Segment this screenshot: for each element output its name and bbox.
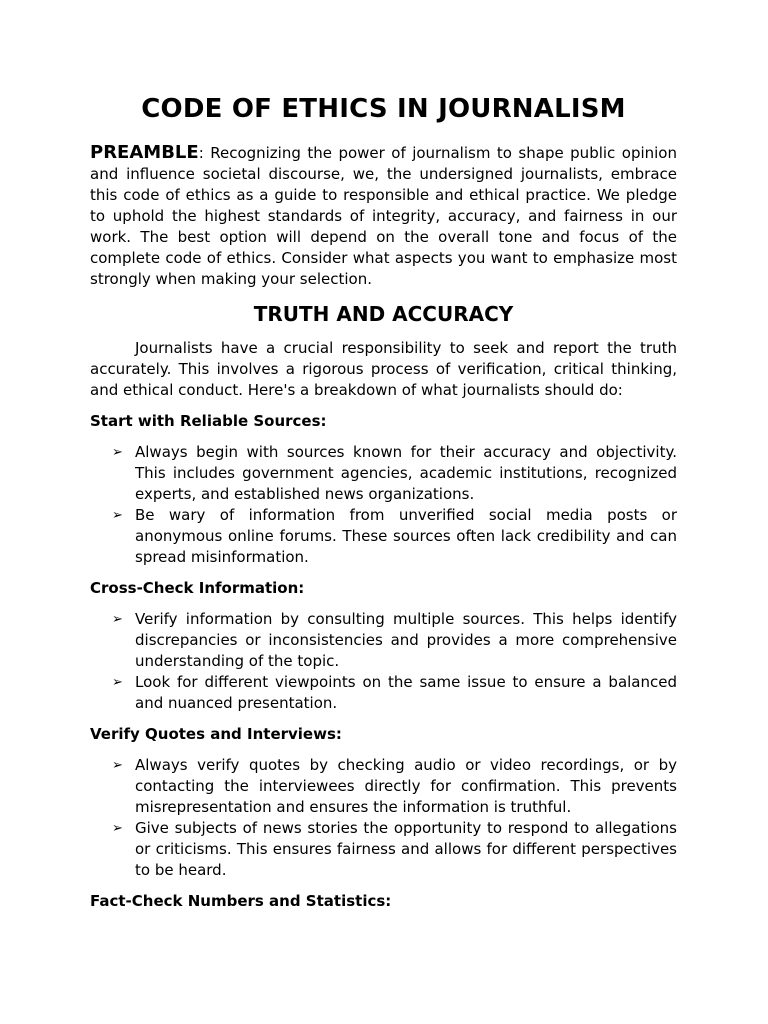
bullet-text: Look for different viewpoints on the same issue to ensure a balanced and nuanced presentation. — [135, 673, 677, 712]
preamble-label: PREAMBLE — [90, 142, 199, 163]
document-page — [90, 90, 677, 922]
section-heading: TRUTH AND ACCURACY — [253, 302, 514, 326]
subsection-heading: Cross-Check Information: — [90, 579, 305, 597]
bullet-text: Always begin with sources known for their accuracy and objectivity. This includes government agencies, academic institutions, recognized experts, and established news organizations. — [135, 443, 677, 503]
arrow-bullet-icon: ➢ — [112, 821, 123, 836]
list-item — [90, 818, 677, 881]
bullet-text: Always verify quotes by checking audio or video recordings, or by contacting the interviewees directly for confirmation. This prevents misrepresentation and ensures the information is truthful. — [135, 756, 677, 816]
preamble-text: : Recognizing the power of journalism to shape public opinion and influence societal discourse, we, the undersigned journalists, embrace this code of ethics as a guide to responsible and ethical practice. We pledge to uphold the highest standards of integrity, accuracy, and fairness in our work. The best option will depend on the overall tone and focus of the complete code of ethics. Consider what aspects you want to emphasize most strongly when making your selection. — [90, 144, 677, 288]
bullet-list — [90, 755, 677, 881]
arrow-bullet-icon: ➢ — [112, 758, 123, 773]
bullet-text: Give subjects of news stories the opportunity to respond to allegations or criticisms. This ensures fairness and allows for different perspectives to be heard. — [135, 819, 677, 879]
list-item — [90, 505, 677, 568]
bullet-text: Be wary of information from unverified social media posts or anonymous online forums. These sources often lack credibility and can spread misinformation. — [135, 506, 677, 566]
subsection-heading: Fact-Check Numbers and Statistics: — [90, 892, 392, 910]
arrow-bullet-icon: ➢ — [112, 675, 123, 690]
arrow-bullet-icon: ➢ — [112, 612, 123, 627]
bullet-list — [90, 609, 677, 714]
arrow-bullet-icon: ➢ — [112, 445, 123, 460]
list-item — [90, 755, 677, 818]
section-intro: Journalists have a crucial responsibility to seek and report the truth accurately. This involves a rigorous process of verification, critical thinking, and ethical conduct. Here's a breakdown of what journalists should do: — [90, 339, 677, 399]
list-item — [90, 609, 677, 672]
preamble-paragraph — [90, 142, 677, 290]
arrow-bullet-icon: ➢ — [112, 508, 123, 523]
document-title: CODE OF ETHICS IN JOURNALISM — [141, 94, 626, 124]
subsection-heading: Verify Quotes and Interviews: — [90, 725, 342, 743]
bullet-list — [90, 442, 677, 568]
bullet-text: Verify information by consulting multiple sources. This helps identify discrepancies or inconsistencies and provides a more comprehensive understanding of the topic. — [135, 610, 677, 670]
list-item — [90, 672, 677, 714]
list-item — [90, 442, 677, 505]
subsection-heading: Start with Reliable Sources: — [90, 412, 327, 430]
